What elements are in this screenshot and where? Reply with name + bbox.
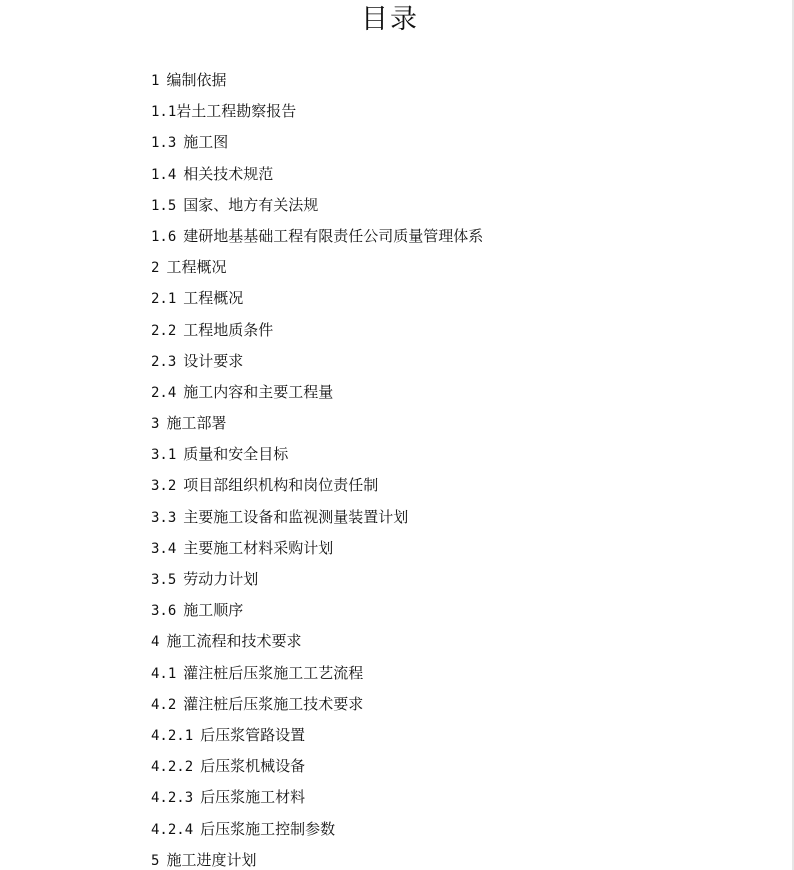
toc-entry[interactable] [151, 689, 483, 720]
toc-entry-title: 施工部署 [166, 414, 227, 433]
toc-entry-number: 1.5 [151, 197, 177, 214]
toc-entry-title: 主要施工设备和监视测量装置计划 [183, 507, 409, 526]
toc-entry-title: 相关技术规范 [183, 164, 274, 183]
toc-entry-number: 4.2 [151, 696, 177, 713]
toc-entry[interactable] [151, 283, 483, 314]
toc-entry-title: 国家、地方有关法规 [183, 195, 319, 214]
toc-entry-number: 3.3 [151, 509, 177, 526]
toc-entry[interactable] [151, 502, 483, 533]
toc-entry-title: 工程概况 [183, 289, 244, 308]
toc-entry[interactable] [151, 814, 483, 845]
toc-entry-title: 工程地质条件 [183, 320, 274, 339]
toc-entry[interactable] [151, 377, 483, 408]
toc-entry-number: 2.3 [151, 353, 177, 370]
toc-entry-number: 1.1 [151, 104, 177, 121]
toc-entry-number: 4.1 [151, 665, 177, 682]
toc-entry-number: 3.2 [151, 478, 177, 495]
toc-entry-title: 劳动力计划 [183, 570, 259, 588]
toc-entry[interactable] [151, 564, 483, 595]
toc-entry-title: 施工进度计划 [166, 850, 257, 869]
toc-entry-number: 3.6 [151, 603, 177, 620]
toc-entry-number: 2 [151, 260, 160, 277]
toc-entry-title: 灌注桩后压浆施工技术要求 [183, 694, 364, 713]
toc-entry-title: 灌注桩后压浆施工工艺流程 [183, 663, 364, 682]
toc-entry[interactable] [151, 595, 483, 626]
toc-entry[interactable] [151, 159, 483, 190]
toc-entry[interactable] [151, 533, 483, 564]
toc-entry-number: 1.3 [151, 135, 177, 152]
toc-entry[interactable] [151, 252, 483, 283]
toc-entry-number: 3 [151, 416, 160, 433]
toc-entry-title: 后压浆机械设备 [200, 757, 306, 776]
toc-entry-number: 5 [151, 852, 160, 869]
toc-entry[interactable] [151, 65, 483, 96]
toc-entry-title: 建研地基基础工程有限责任公司质量管理体系 [183, 226, 484, 245]
toc-entry-title: 后压浆管路设置 [200, 725, 306, 744]
toc-entry-title: 施工图 [183, 133, 229, 152]
toc-entry[interactable] [151, 658, 483, 689]
toc-entry-number: 1.6 [151, 228, 177, 245]
toc-entry[interactable] [151, 439, 483, 470]
toc-entry-number: 3.5 [151, 572, 177, 588]
toc-entry-number: 4.2.1 [151, 727, 194, 744]
toc-entry[interactable] [151, 470, 483, 501]
toc-entry-number: 2.4 [151, 384, 177, 401]
toc-entry[interactable] [151, 96, 483, 127]
toc-entry-number: 3.1 [151, 447, 177, 464]
toc-entry[interactable] [151, 346, 483, 377]
toc-entry-title: 编制依据 [166, 71, 227, 89]
toc-entry-title: 岩土工程勘察报告 [176, 102, 297, 121]
toc-entry[interactable] [151, 751, 483, 782]
toc-entry-title: 设计要求 [183, 351, 244, 370]
toc-entry-number: 3.4 [151, 540, 177, 557]
toc-entry[interactable] [151, 626, 483, 657]
toc-entry-title: 工程概况 [166, 258, 227, 277]
toc-entry[interactable] [151, 720, 483, 751]
toc-entry-title: 施工流程和技术要求 [166, 632, 302, 651]
toc-entry-number: 1.4 [151, 166, 177, 183]
toc-entry[interactable] [151, 782, 483, 813]
toc-entry[interactable] [151, 408, 483, 439]
toc-entry[interactable] [151, 845, 483, 870]
toc-entry-number: 4.2.3 [151, 790, 194, 807]
toc-entry-title: 后压浆施工材料 [200, 788, 306, 807]
toc-entry-number: 4.2.2 [151, 759, 194, 776]
toc-entry-title: 施工内容和主要工程量 [183, 382, 334, 401]
toc-entry-title: 后压浆施工控制参数 [200, 819, 336, 838]
toc-entry-number: 1 [151, 73, 160, 89]
toc-entry-number: 4 [151, 634, 160, 651]
toc-entry-title: 项目部组织机构和岗位责任制 [183, 476, 379, 495]
toc-entry[interactable] [151, 221, 483, 252]
toc-entry-title: 质量和安全目标 [183, 445, 289, 464]
toc-entry[interactable] [151, 127, 483, 158]
toc-entry[interactable] [151, 190, 483, 221]
page-title: 目录 [361, 4, 419, 35]
toc-entry-number: 4.2.4 [151, 821, 194, 838]
toc-entry-title: 主要施工材料采购计划 [183, 538, 334, 557]
toc-entry-title: 施工顺序 [183, 601, 244, 620]
toc-entry[interactable] [151, 315, 483, 346]
toc-entry-number: 2.1 [151, 291, 177, 308]
table-of-contents [151, 65, 483, 870]
toc-entry-number: 2.2 [151, 322, 177, 339]
